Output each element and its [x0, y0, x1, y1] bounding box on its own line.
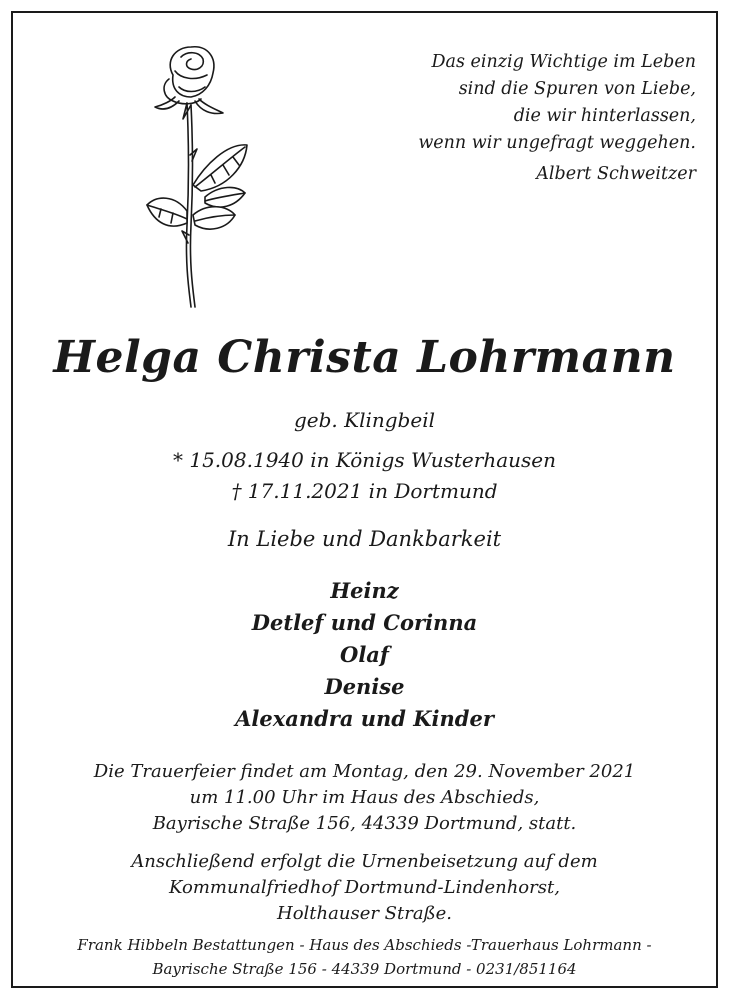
birth-name: geb. Klingbeil — [293, 408, 435, 432]
ceremony-line: um 11.00 Uhr im Haus des Abschieds, — [189, 787, 540, 808]
ceremony-line: Bayrische Straße 156, 44339 Dortmund, statt. — [152, 813, 577, 834]
deceased-name: Helga Christa Lohrmann — [53, 332, 676, 383]
funeral-home-footer — [13, 933, 716, 981]
quote-line: Das einzig Wichtige im Leben — [431, 52, 696, 72]
quote-author: Albert Schweitzer — [536, 164, 696, 184]
family-member: Denise — [324, 674, 405, 699]
life-dates — [13, 445, 716, 507]
footer-line: Bayrische Straße 156 - 44339 Dortmund - 0231/851164 — [152, 960, 577, 978]
rose-icon — [135, 35, 265, 313]
death-date: † 17.11.2021 in Dortmund — [231, 479, 498, 503]
burial-line: Anschließend erfolgt die Urnenbeisetzung auf dem — [131, 851, 598, 872]
quote-line: sind die Spuren von Liebe, — [458, 79, 696, 99]
family-member: Heinz — [330, 578, 399, 603]
thanks-line: In Liebe und Dankbarkeit — [227, 527, 502, 551]
family-list — [13, 575, 716, 735]
quote-line: die wir hinterlassen, — [513, 106, 696, 126]
family-member: Olaf — [340, 642, 389, 667]
ceremony-line: Die Trauerfeier findet am Montag, den 29. November 2021 — [93, 761, 636, 782]
footer-line: Frank Hibbeln Bestattungen - Haus des Abschieds -Trauerhaus Lohrmann - — [77, 936, 652, 954]
quote-line: wenn wir ungefragt weggehen. — [418, 133, 696, 153]
obituary-frame — [11, 11, 718, 988]
quote-block — [336, 49, 696, 188]
burial-info — [13, 849, 716, 927]
family-member: Detlef und Corinna — [251, 610, 478, 635]
ceremony-info — [13, 759, 716, 837]
family-member: Alexandra und Kinder — [235, 706, 494, 731]
burial-line: Kommunalfriedhof Dortmund-Lindenhorst, — [169, 877, 560, 898]
birth-date: * 15.08.1940 in Königs Wusterhausen — [173, 448, 556, 472]
burial-line: Holthauser Straße. — [277, 903, 452, 924]
